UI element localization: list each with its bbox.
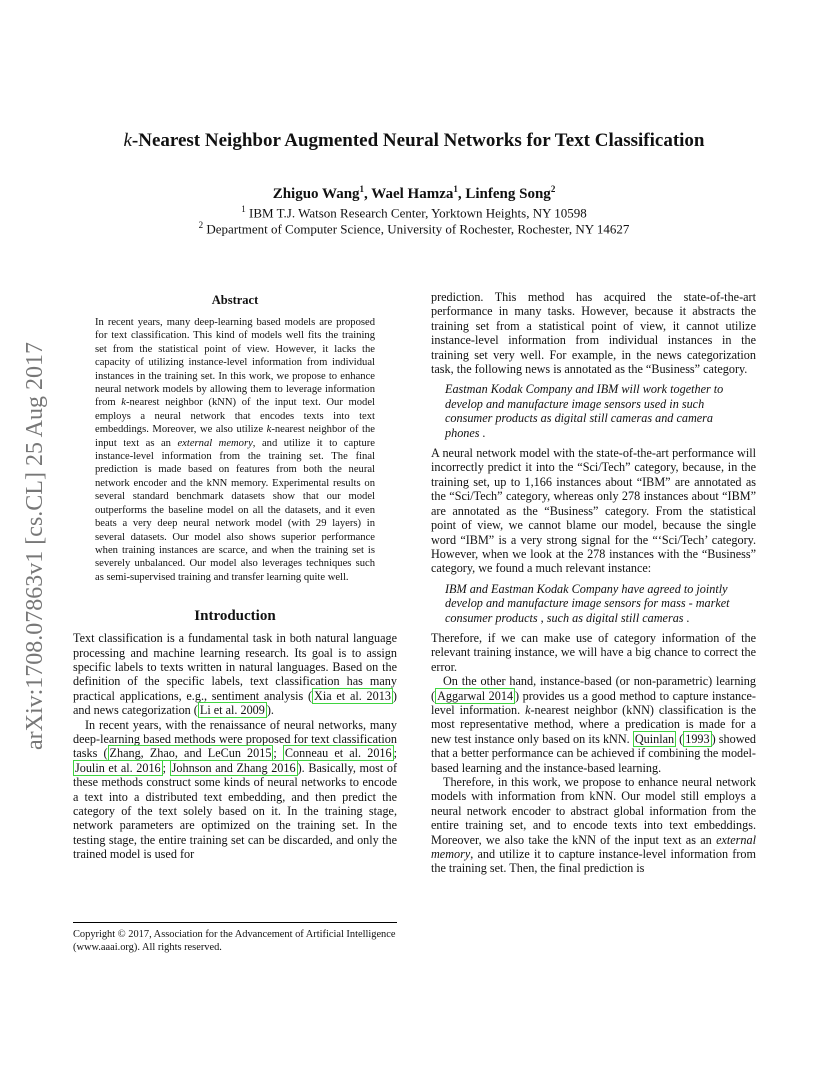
- intro-paragraph-1: Text classification is a fundamental task in both natural language processing and machine learning research. Its goal is to assign specific labels to texts written in natural languages. Based on the definition of the specific labels, text classification has many practical applications, e.g., sentiment analysis ( Xia et al. 2013 ) and news categorization ( Li et al. 2009 ).: [73, 631, 397, 718]
- abstract-text: In recent years, many deep-learning based models are proposed for text classification. This kind of models well fits the training set from the statistical point of view. However, it lacks the capacity of utilizing instance-level information from individual instances in the training set. In this work, we propose to enhance neural network models by allowing them to leverage information from k-nearest neighbor (kNN) of the input text. Our model employs a neural network that encodes texts into text embeddings. Moreover, we also utilize k-nearest neighbor of the input text as an external memory, and utilize it to capture instance-level information from the training set. The final prediction is made based on features from both the neural network encoder and the kNN memory. Experimental results on several standard benchmark datasets show that our model outperforms the baseline model on all the datasets, and it even beats a very deep neural network model (with 29 layers) in several datasets. Our model also shows superior performance when training instances are scarce, and when the training set is severely unbalanced. Our model also leverages techniques such as semi-supervised training and transfer learning quite well.: [95, 317, 375, 583]
- abstract-heading: Abstract: [211, 293, 259, 307]
- emphasis-text: k: [121, 397, 126, 409]
- citation-link[interactable]: Conneau et al. 2016: [284, 746, 392, 761]
- citation-link[interactable]: Johnson and Zhang 2016: [171, 760, 296, 775]
- copyright-footnote: Copyright © 2017, Association for the Advancement of Artificial Intelligence (www.aaai.org). All rights reserved.: [73, 922, 397, 954]
- right-column: [431, 290, 756, 876]
- citation-link[interactable]: Quinlan: [634, 731, 675, 746]
- emphasis-text: k: [266, 424, 272, 436]
- right-paragraph-1: prediction. This method has acquired the state-of-the-art performance in many tasks. However, because it abstracts the training set from a statistical point of view, it cannot utilize instance-level information from individual instances in the training set very well. For example, in the news categorization task, the following news is annotated as the “Business” category.: [431, 290, 756, 377]
- emphasis-text: external memory: [431, 832, 756, 862]
- affiliation-1: $^1$ IBM T.J. Watson Research Center, Yorktown Heights, NY 10598: [241, 204, 587, 221]
- citation-link[interactable]: Joulin et al. 2016: [75, 760, 161, 775]
- citation-link[interactable]: Xia et al. 2013: [314, 688, 391, 703]
- left-column: [73, 290, 397, 862]
- emphasis-text: external memory: [177, 437, 253, 449]
- citation-link[interactable]: 1993: [685, 731, 710, 746]
- right-paragraph-5: Therefore, in this work, we propose to enhance neural network models with information from kNN. Our model still employs a neural network encoder to abstract global information from the entire training set, and to encode texts into text embeddings. Moreover, we also take the kNN of the input text as an external memory, and utilize it to capture instance-level information from the training set. Then, the final prediction is: [431, 775, 756, 876]
- example-quote-2: IBM and Eastman Kodak Company have agreed to jointly develop and manufacture image sensors for mass - market consumer products , such as digital still cameras .: [445, 581, 730, 625]
- author-list: Zhiguo Wang$^1$, Wael Hamza$^1$, Linfeng Song$^2$: [272, 184, 556, 202]
- example-quote-1: Eastman Kodak Company and IBM will work together to develop and manufacture image sensors used in such consumer products as digital still cameras and camera phones .: [445, 382, 724, 440]
- intro-paragraph-2: In recent years, with the renaissance of neural networks, many deep-learning based methods were proposed for text classification tasks ( Zhang, Zhao, and LeCun 2015 ; Conneau et al. 2016 ; Joulin et al. 2016 ; Johnson and Zhang 2016 ). Basically, most of these methods construct some kinds of neural networks to encode a text into a distributed text embedding, and then predict the category of the text solely based on it. In the training stage, network parameters are optimized on the training set. In the testing stage, the entire training set can be discarded, and only the trained model is used for: [73, 717, 398, 862]
- citation-link[interactable]: Li et al. 2009: [199, 703, 265, 718]
- introduction-heading: Introduction: [194, 608, 276, 625]
- paper-title: k-Nearest Neighbor Augmented Neural Networks for Text Classification: [123, 130, 705, 151]
- citation-link[interactable]: Zhang, Zhao, and LeCun 2015: [109, 746, 272, 761]
- right-paragraph-4: On the other hand, instance-based (or non-parametric) learning ( Aggarwal 2014 ) provides us a good method to capture instance-level information. k-nearest neighbor (kNN) classification is the most representative method, where a predication is made for a new test instance only based on its kNN. Quinlan ( 1993 ) showed that a better performance can be achieved if combining the model-based learning and the instance-based learning.: [431, 674, 756, 775]
- emphasis-text: k: [525, 702, 531, 717]
- right-paragraph-3: Therefore, if we can make use of category information of the relevant training instance, we will have a big chance to correct the error.: [431, 630, 756, 674]
- right-paragraph-2: A neural network model with the state-of-the-art performance will incorrectly predict it into the “Sci/Tech” category, because, in the training set, up to 1,166 instances about “IBM” are annotated as the “Sci/Tech” category, whereas only 278 instances about “IBM” are annotated as the “Business” category. From the statistical point of view, we cannot blame our model, because the single word “IBM” is a very strong signal for the “‘Sci/Tech’ category. However, when we look at the 278 instances with the “Business” category, we found a much relevant instance:: [431, 446, 756, 576]
- affiliation-2: $^2$ Department of Computer Science, University of Rochester, Rochester, NY 14627: [198, 220, 630, 237]
- citation-link[interactable]: Aggarwal 2014: [437, 688, 514, 703]
